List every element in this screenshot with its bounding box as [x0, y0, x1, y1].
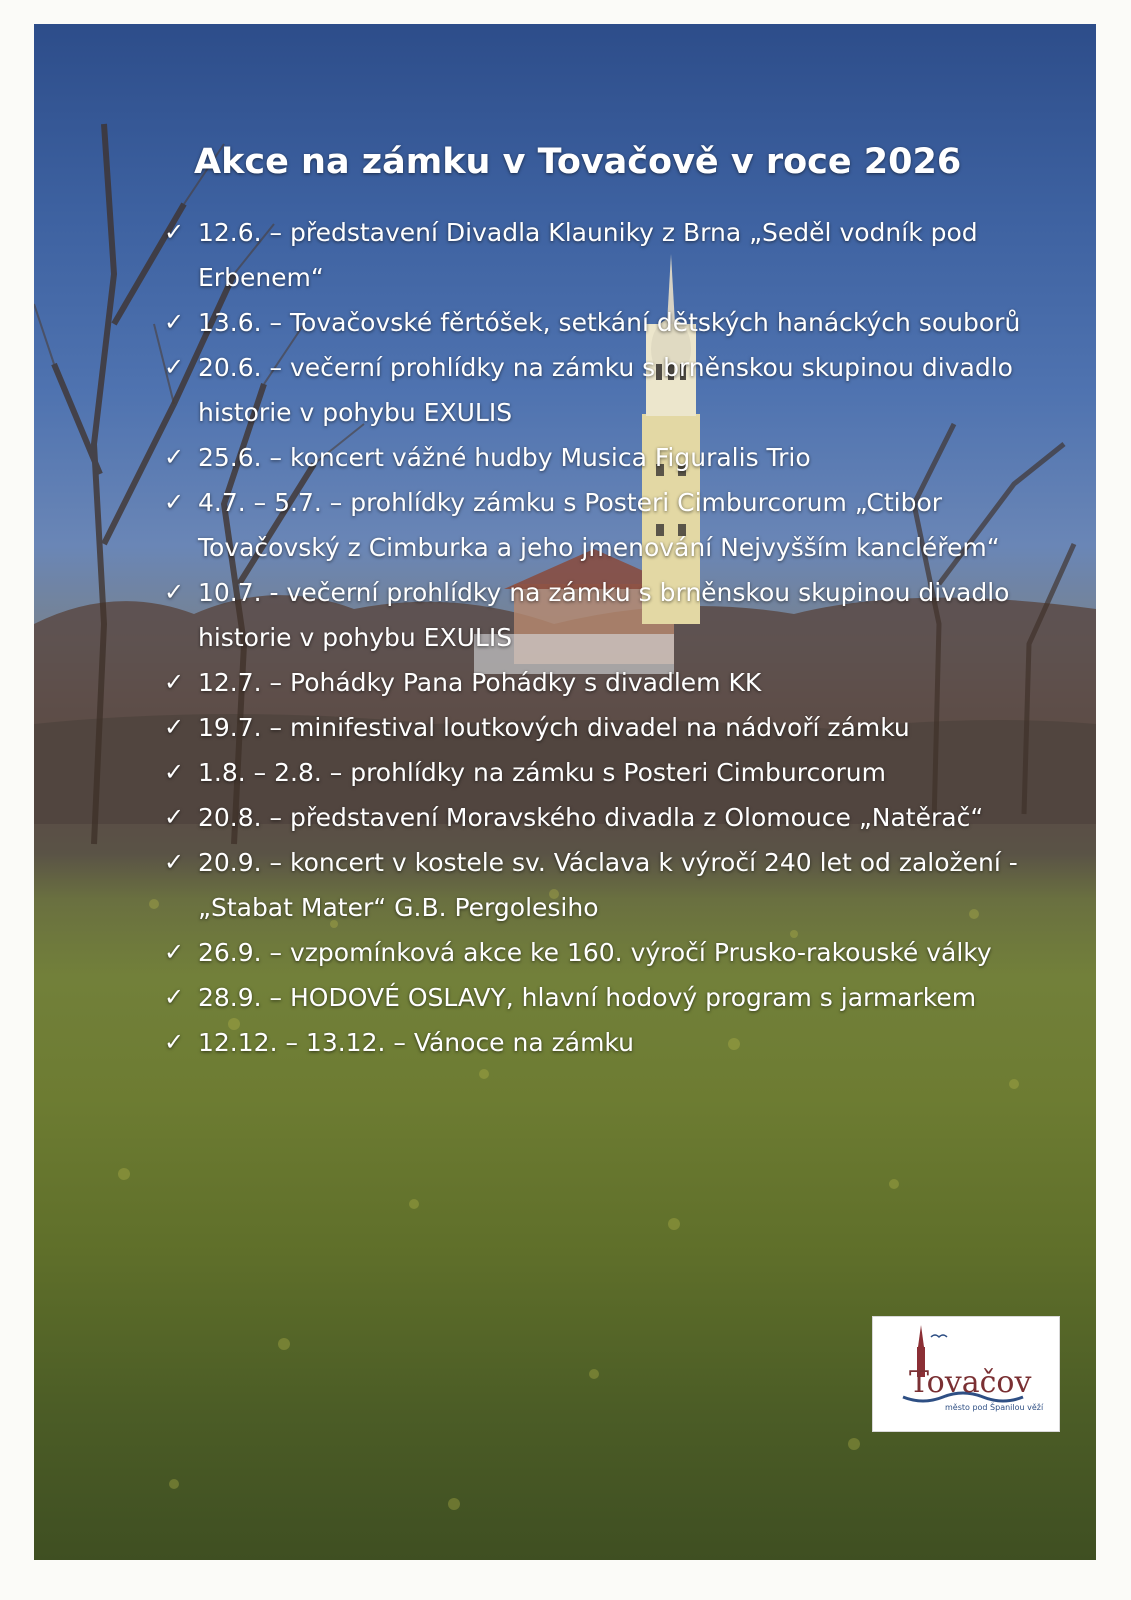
poster [34, 24, 1096, 1560]
event-item [164, 570, 1024, 660]
event-text: 12.12. – 13.12. – Vánoce na zámku [198, 1028, 634, 1057]
event-item [164, 750, 1024, 795]
check-icon: ✓ [164, 308, 185, 336]
check-icon: ✓ [164, 848, 185, 876]
check-icon: ✓ [164, 353, 185, 381]
event-item [164, 930, 1024, 975]
event-text: 19.7. – minifestival loutkových divadel na nádvoří zámku [198, 713, 910, 742]
check-icon: ✓ [164, 1028, 185, 1056]
check-icon: ✓ [164, 578, 185, 606]
event-item [164, 480, 1024, 570]
check-icon: ✓ [164, 443, 185, 471]
event-text: 10.7. - večerní prohlídky na zámku s brněnskou skupinou divadlo historie v pohybu EXULIS [198, 578, 1010, 652]
event-text: 13.6. – Tovačovské fěrtóšek, setkání dětských hanáckých souborů [198, 308, 1021, 337]
event-text: 1.8. – 2.8. – prohlídky na zámku s Posteri Cimburcorum [198, 758, 886, 787]
event-text: 26.9. – vzpomínková akce ke 160. výročí Prusko-rakouské války [198, 938, 992, 967]
event-item [164, 300, 1024, 345]
event-item [164, 660, 1024, 705]
check-icon: ✓ [164, 668, 185, 696]
event-text: 20.6. – večerní prohlídky na zámku s brněnskou skupinou divadlo historie v pohybu EXULIS [198, 353, 1013, 427]
check-icon: ✓ [164, 488, 185, 516]
event-text: 25.6. – koncert vážné hudby Musica Figuralis Trio [198, 443, 811, 472]
logo-tagline: město pod Španilou věží [945, 1403, 1044, 1412]
event-text: 4.7. – 5.7. – prohlídky zámku s Posteri Cimburcorum „Ctibor Tovačovský z Cimburka a jeho jmenování Nejvyšším kancléřem“ [198, 488, 1000, 562]
check-icon: ✓ [164, 713, 185, 741]
event-item [164, 840, 1024, 930]
event-list [164, 210, 1024, 1065]
check-icon: ✓ [164, 983, 185, 1011]
poster-title: Akce na zámku v Tovačově v roce 2026 [194, 142, 962, 182]
tovacov-logo [872, 1316, 1060, 1432]
event-text: 28.9. – HODOVÉ OSLAVY, hlavní hodový program s jarmarkem [198, 983, 977, 1012]
event-item [164, 705, 1024, 750]
event-text: 12.7. – Pohádky Pana Pohádky s divadlem KK [198, 668, 762, 697]
event-item [164, 1020, 1024, 1065]
check-icon: ✓ [164, 758, 185, 786]
check-icon: ✓ [164, 938, 185, 966]
event-item [164, 210, 1024, 300]
event-item [164, 435, 1024, 480]
event-item [164, 975, 1024, 1020]
event-text: 12.6. – představení Divadla Klauniky z Brna „Seděl vodník pod Erbenem“ [198, 218, 978, 292]
logo-name: Tovačov [909, 1365, 1032, 1400]
check-icon: ✓ [164, 218, 185, 246]
check-icon: ✓ [164, 803, 185, 831]
event-item [164, 345, 1024, 435]
event-text: 20.8. – představení Moravského divadla z Olomouce „Natěrač“ [198, 803, 984, 832]
event-item [164, 795, 1024, 840]
event-text: 20.9. – koncert v kostele sv. Václava k výročí 240 let od založení - „Stabat Mater“ G.B. Pergolesiho [198, 848, 1018, 922]
